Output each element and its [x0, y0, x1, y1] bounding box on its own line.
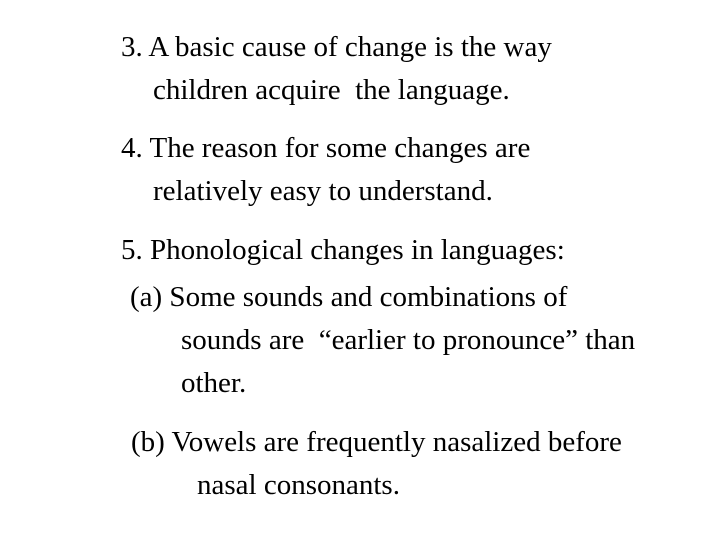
item-5-heading: 5. Phonological changes in languages: [121, 234, 565, 266]
sub-a-line-3: other. [181, 367, 247, 399]
sub-b-line-2: nasal consonants. [197, 469, 400, 501]
item-4-line-2: relatively easy to understand. [153, 175, 493, 207]
item-3-line-1: 3. A basic cause of change is the way [121, 31, 552, 63]
sub-a-line-1: (a) Some sounds and combinations of [130, 281, 568, 313]
sub-a-line-2: sounds are “earlier to pronounce” than [181, 324, 636, 356]
sub-b-line-1: (b) Vowels are frequently nasalized before [131, 426, 622, 458]
item-4-line-1: 4. The reason for some changes are [121, 132, 531, 164]
item-3-line-2: children acquire the language. [153, 74, 510, 106]
